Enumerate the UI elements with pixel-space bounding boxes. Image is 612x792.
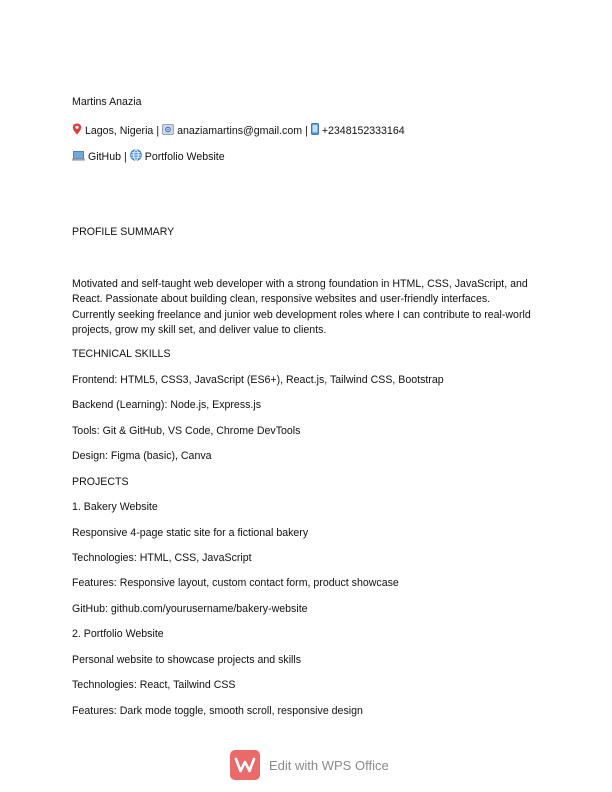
project-description: Responsive 4-page static site for a fictional bakery — [72, 527, 309, 539]
profile-heading: PROFILE SUMMARY — [72, 226, 175, 238]
phone-icon — [311, 123, 319, 139]
skill-item: Frontend: HTML5, CSS3, JavaScript (ES6+), React.js, Tailwind CSS, Bootstrap — [72, 374, 444, 386]
separator: | — [305, 125, 308, 137]
project-technologies: Technologies: React, Tailwind CSS — [72, 679, 236, 691]
project-technologies: Technologies: HTML, CSS, JavaScript — [72, 552, 252, 564]
globe-icon — [130, 149, 142, 165]
projects-heading: PROJECTS — [72, 476, 129, 488]
github-link[interactable]: GitHub — [88, 151, 121, 163]
separator: | — [123, 151, 127, 163]
project-features: Features: Dark mode toggle, smooth scroll, responsive design — [72, 705, 363, 717]
project-title: 1. Bakery Website — [72, 501, 158, 513]
wps-label: Edit with WPS Office — [269, 757, 389, 773]
links-line — [72, 149, 225, 165]
edit-with-wps-button[interactable] — [230, 750, 389, 780]
project-description: Personal website to showcase projects and skills — [72, 654, 302, 666]
skill-item: Tools: Git & GitHub, VS Code, Chrome DevTools — [72, 425, 301, 437]
email-text[interactable]: anaziamartins@gmail.com — [177, 125, 303, 137]
project-features: Features: Responsive layout, custom contact form, product showcase — [72, 577, 399, 589]
skill-item: Design: Figma (basic), Canva — [72, 450, 212, 462]
project-github: GitHub: github.com/yourusername/bakery-website — [72, 603, 308, 615]
skill-item: Backend (Learning): Node.js, Express.js — [72, 399, 262, 411]
skills-heading: TECHNICAL SKILLS — [72, 348, 171, 360]
phone-text: +2348152333164 — [321, 125, 405, 137]
portfolio-link[interactable]: Portfolio Website — [144, 151, 225, 163]
candidate-name: Martins Anazia — [72, 96, 142, 108]
email-icon — [162, 124, 174, 139]
project-title: 2. Portfolio Website — [72, 628, 164, 640]
contact-line — [72, 123, 405, 139]
wps-logo-icon — [230, 750, 260, 780]
laptop-icon — [72, 151, 85, 165]
separator: | — [156, 125, 160, 137]
location-pin-icon — [72, 123, 82, 139]
location-text: Lagos, Nigeria — [85, 125, 154, 137]
profile-summary-text: Motivated and self-taught web developer with a strong foundation in HTML, CSS, JavaScript, and React. Passionate about building clean, responsive websites and user-friendly interfaces. Currently seeking freelance and junior web development roles where I can contribute to real-world projects, grow my skill set, and deliver value to clients. — [72, 278, 531, 337]
